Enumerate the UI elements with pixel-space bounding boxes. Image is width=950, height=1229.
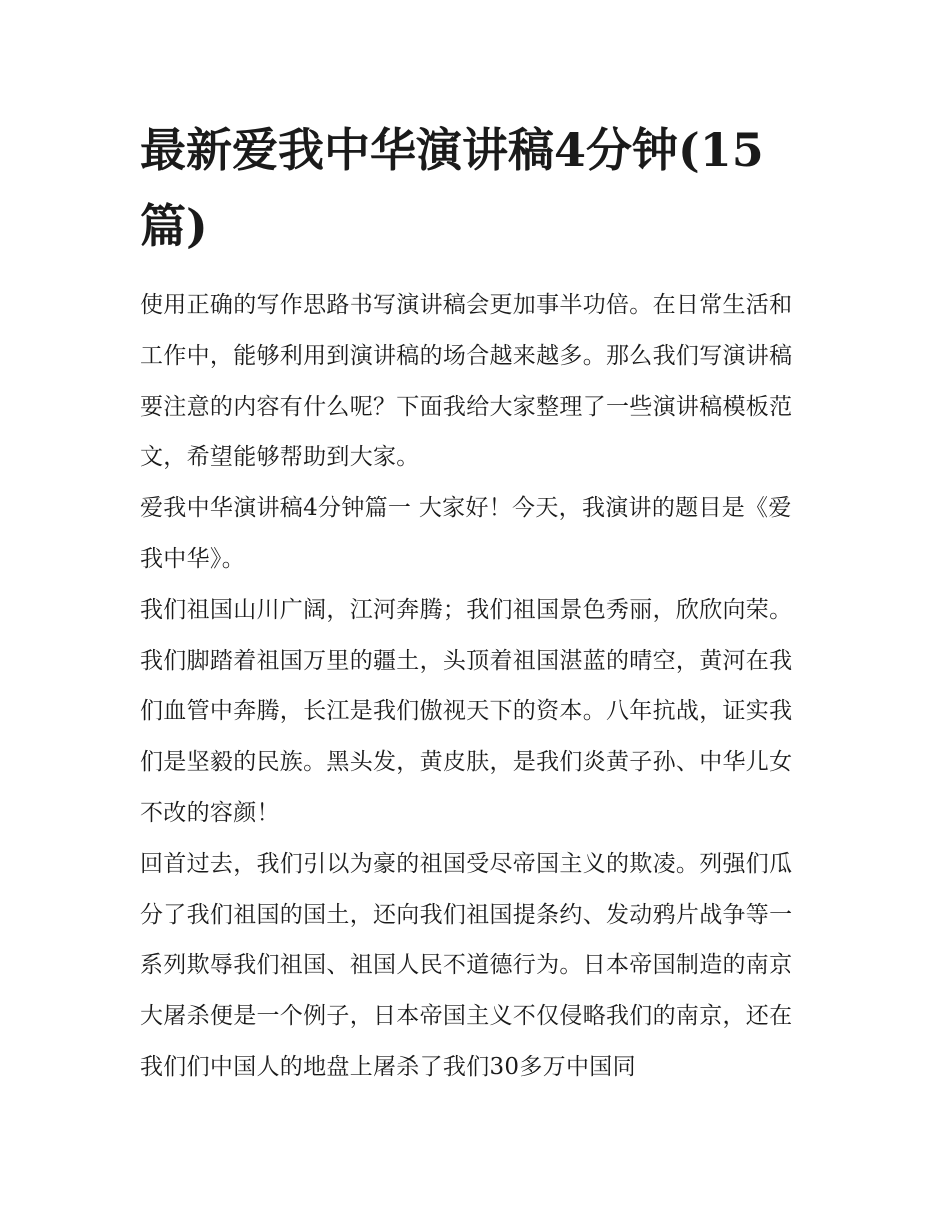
document-title: 最新爱我中华演讲稿4分钟(15篇) [140, 123, 764, 253]
paragraph-intro: 使用正确的写作思路书写演讲稿会更加事半功倍。在日常生活和工作中，能够利用到演讲稿的场合越来越多。那么我们写演讲稿要注意的内容有什么呢？下面我给大家整理了一些演讲稿模板范文，希望能够帮助到大家。 [140, 292, 793, 471]
document-page [140, 112, 812, 1093]
paragraph-history: 回首过去，我们引以为豪的祖国受尽帝国主义的欺凌。列强们瓜分了我们祖国的国土，还向我们祖国提条约、发动鸦片战争等一系列欺辱我们祖国、祖国人民不道德行为。日本帝国制造的南京大屠杀便是一个例子，日本帝国主义不仅侵略我们的南京，还在我们们中国人的地盘上屠杀了我们30多万中国同 [140, 850, 793, 1080]
paragraph-motherland: 我们祖国山川广阔，江河奔腾；我们祖国景色秀丽，欣欣向荣。我们脚踏着祖国万里的疆土，头顶着祖国湛蓝的晴空，黄河在我们血管中奔腾，长江是我们傲视天下的资本。八年抗战，证实我们是坚毅的民族。黑头发，黄皮肤，是我们炎黄子孙、中华儿女不改的容颜！ [140, 596, 793, 826]
paragraph-speech-opening: 爱我中华演讲稿4分钟篇一 大家好！今天，我演讲的题目是《爱我中华》。 [140, 495, 792, 572]
